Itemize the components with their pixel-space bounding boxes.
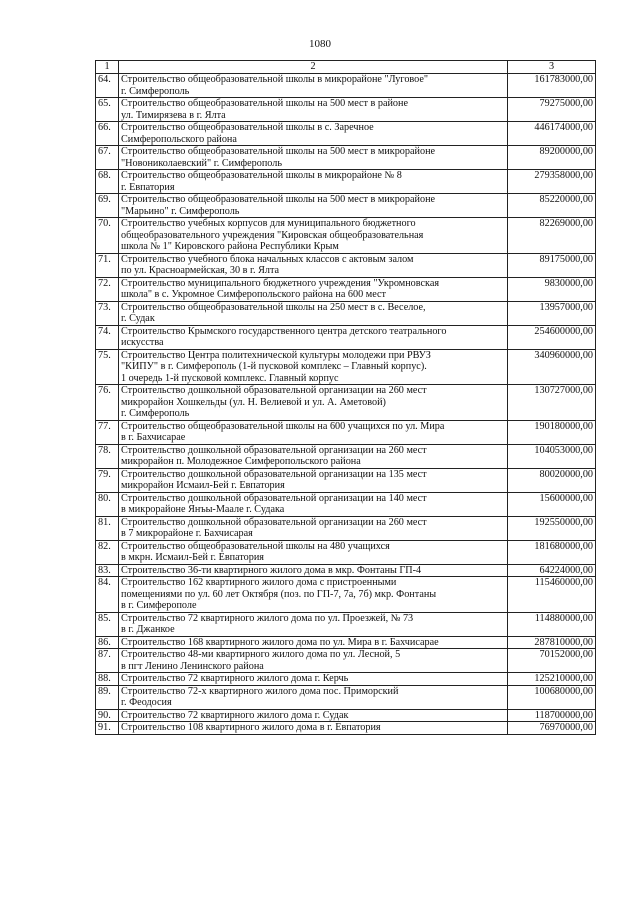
- row-number: 75.: [96, 349, 119, 385]
- row-description: Строительство дошкольной образовательной организации на 260 мест микрорайон Хошкельды (ул. Н. Велиевой и ул. А. Аметовой) г. Симферополь: [119, 385, 508, 421]
- row-description: Строительство 72 квартирного жилого дома г. Керчь: [119, 673, 508, 686]
- row-amount: 125210000,00: [508, 673, 596, 686]
- table-row: [96, 468, 596, 492]
- row-description: Строительство общеобразовательной школы на 480 учащихся в мкрн. Исмаил-Бей г. Евпатория: [119, 540, 508, 564]
- row-amount: 279358000,00: [508, 170, 596, 194]
- row-number: 73.: [96, 301, 119, 325]
- row-number: 74.: [96, 325, 119, 349]
- row-amount: 80020000,00: [508, 468, 596, 492]
- table-row: [96, 146, 596, 170]
- row-number: 70.: [96, 218, 119, 254]
- row-amount: 15600000,00: [508, 492, 596, 516]
- row-amount: 287810000,00: [508, 636, 596, 649]
- row-amount: 13957000,00: [508, 301, 596, 325]
- row-description: Строительство муниципального бюджетного учреждения "Укромновская школа" в с. Укромное Симферопольского района на 600 мест: [119, 277, 508, 301]
- row-description: Строительство учебных корпусов для муниципального бюджетного общеобразовательного учреждения "Кировская общеобразовательная школа № 1" Кировского района Республики Крым: [119, 218, 508, 254]
- row-description: Строительство 72 квартирного жилого дома г. Судак: [119, 709, 508, 722]
- row-number: 88.: [96, 673, 119, 686]
- table-row: [96, 722, 596, 735]
- row-amount: 89175000,00: [508, 253, 596, 277]
- row-number: 77.: [96, 420, 119, 444]
- table-row: [96, 492, 596, 516]
- row-number: 81.: [96, 516, 119, 540]
- table-header-row: [96, 61, 596, 74]
- table-row: [96, 194, 596, 218]
- row-amount: 130727000,00: [508, 385, 596, 421]
- row-description: Строительство дошкольной образовательной организации на 135 мест микрорайон Исмаил-Бей г. Евпатория: [119, 468, 508, 492]
- row-amount: 76970000,00: [508, 722, 596, 735]
- table-row: [96, 420, 596, 444]
- row-number: 89.: [96, 685, 119, 709]
- table-row: [96, 385, 596, 421]
- table-row: [96, 170, 596, 194]
- row-number: 65.: [96, 98, 119, 122]
- row-description: Строительство 36-ти квартирного жилого дома в мкр. Фонтаны ГП-4: [119, 564, 508, 577]
- row-amount: 89200000,00: [508, 146, 596, 170]
- row-amount: 82269000,00: [508, 218, 596, 254]
- row-number: 80.: [96, 492, 119, 516]
- column-header: 2: [119, 61, 508, 74]
- row-amount: 190180000,00: [508, 420, 596, 444]
- row-number: 79.: [96, 468, 119, 492]
- row-amount: 161783000,00: [508, 74, 596, 98]
- row-description: Строительство Крымского государственного центра детского театрального искусства: [119, 325, 508, 349]
- row-description: Строительство общеобразовательной школы в микрорайоне № 8 г. Евпатория: [119, 170, 508, 194]
- row-description: Строительство дошкольной образовательной организации на 260 мест микрорайон п. Молодежное Симферопольского района: [119, 444, 508, 468]
- row-description: Строительство 48-ми квартирного жилого дома по ул. Лесной, 5 в пгт Ленино Ленинского района: [119, 649, 508, 673]
- row-description: Строительство общеобразовательной школы на 500 мест в районе ул. Тимирязева в г. Ялта: [119, 98, 508, 122]
- row-number: 87.: [96, 649, 119, 673]
- row-amount: 9830000,00: [508, 277, 596, 301]
- row-description: Строительство общеобразовательной школы в с. Заречное Симферопольского района: [119, 122, 508, 146]
- construction-table: [95, 60, 596, 735]
- row-amount: 85220000,00: [508, 194, 596, 218]
- table-row: [96, 685, 596, 709]
- row-number: 68.: [96, 170, 119, 194]
- row-description: Строительство Центра политехнической культуры молодежи при РВУЗ "КИПУ" в г. Симферополь (1-й пусковой комплекс – Главный корпус). 1 очередь 1-й пусковой комплекс. Главный корпус: [119, 349, 508, 385]
- row-amount: 79275000,00: [508, 98, 596, 122]
- table-row: [96, 349, 596, 385]
- row-description: Строительство 108 квартирного жилого дома в г. Евпатория: [119, 722, 508, 735]
- row-description: Строительство общеобразовательной школы на 500 мест в микрорайоне "Марьино" г. Симферополь: [119, 194, 508, 218]
- row-number: 85.: [96, 612, 119, 636]
- row-number: 71.: [96, 253, 119, 277]
- table-row: [96, 709, 596, 722]
- row-description: Строительство 162 квартирного жилого дома с пристроенными помещениями по ул. 60 лет Октября (поз. по ГП-7, 7а, 7б) мкр. Фонтаны в г. Симферополе: [119, 577, 508, 613]
- row-number: 82.: [96, 540, 119, 564]
- row-amount: 100680000,00: [508, 685, 596, 709]
- row-number: 64.: [96, 74, 119, 98]
- column-header: 1: [96, 61, 119, 74]
- row-amount: 446174000,00: [508, 122, 596, 146]
- table-row: [96, 540, 596, 564]
- row-number: 83.: [96, 564, 119, 577]
- table-row: [96, 74, 596, 98]
- row-description: Строительство общеобразовательной школы на 600 учащихся по ул. Мира в г. Бахчисарае: [119, 420, 508, 444]
- table-row: [96, 122, 596, 146]
- row-amount: 181680000,00: [508, 540, 596, 564]
- table-row: [96, 444, 596, 468]
- row-description: Строительство общеобразовательной школы на 500 мест в микрорайоне "Новониколаевский" г. Симферополь: [119, 146, 508, 170]
- table-row: [96, 649, 596, 673]
- row-number: 69.: [96, 194, 119, 218]
- row-amount: 104053000,00: [508, 444, 596, 468]
- row-amount: 340960000,00: [508, 349, 596, 385]
- table-row: [96, 277, 596, 301]
- row-amount: 64224000,00: [508, 564, 596, 577]
- row-description: Строительство общеобразовательной школы в микрорайоне "Луговое" г. Симферополь: [119, 74, 508, 98]
- row-number: 90.: [96, 709, 119, 722]
- row-number: 84.: [96, 577, 119, 613]
- row-number: 72.: [96, 277, 119, 301]
- table-row: [96, 612, 596, 636]
- row-number: 76.: [96, 385, 119, 421]
- row-description: Строительство общеобразовательной школы на 250 мест в с. Веселое, г. Судак: [119, 301, 508, 325]
- table-row: [96, 325, 596, 349]
- row-amount: 70152000,00: [508, 649, 596, 673]
- table-row: [96, 564, 596, 577]
- row-description: Строительство 72-х квартирного жилого дома пос. Приморский г. Феодосия: [119, 685, 508, 709]
- row-number: 86.: [96, 636, 119, 649]
- row-description: Строительство дошкольной образовательной организации на 260 мест в 7 микрорайоне г. Бахчисарая: [119, 516, 508, 540]
- table-row: [96, 98, 596, 122]
- row-description: Строительство дошкольной образовательной организации на 140 мест в микрорайоне Янъы-Маале г. Судака: [119, 492, 508, 516]
- row-number: 67.: [96, 146, 119, 170]
- row-amount: 192550000,00: [508, 516, 596, 540]
- table-row: [96, 577, 596, 613]
- page-number: 1080: [309, 38, 331, 50]
- row-amount: 115460000,00: [508, 577, 596, 613]
- column-header: 3: [508, 61, 596, 74]
- row-description: Строительство учебного блока начальных классов с актовым залом по ул. Красноармейская, 30 в г. Ялта: [119, 253, 508, 277]
- table-row: [96, 636, 596, 649]
- table-row: [96, 218, 596, 254]
- row-number: 91.: [96, 722, 119, 735]
- row-amount: 254600000,00: [508, 325, 596, 349]
- row-description: Строительство 168 квартирного жилого дома по ул. Мира в г. Бахчисарае: [119, 636, 508, 649]
- table-row: [96, 253, 596, 277]
- row-amount: 118700000,00: [508, 709, 596, 722]
- table-row: [96, 516, 596, 540]
- table-row: [96, 673, 596, 686]
- table-row: [96, 301, 596, 325]
- row-description: Строительство 72 квартирного жилого дома по ул. Проезжей, № 73 в г. Джанкое: [119, 612, 508, 636]
- row-number: 66.: [96, 122, 119, 146]
- row-amount: 114880000,00: [508, 612, 596, 636]
- row-number: 78.: [96, 444, 119, 468]
